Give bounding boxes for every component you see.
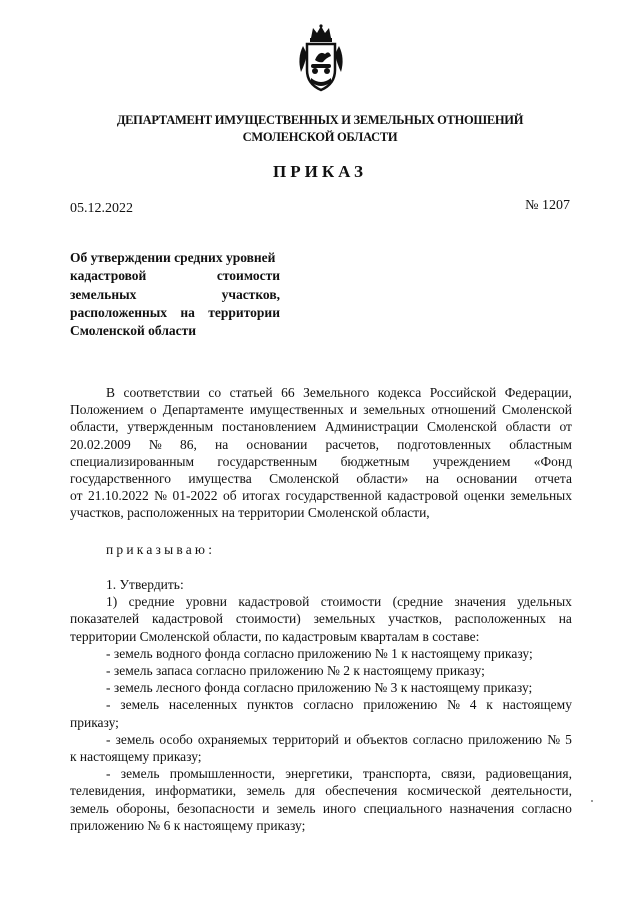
- word: согласно: [303, 697, 354, 713]
- word: №: [447, 697, 460, 713]
- word: области,: [70, 419, 119, 435]
- word: Земельного: [303, 385, 370, 400]
- word: космической: [407, 783, 482, 799]
- justified-line: [70, 401, 572, 418]
- word: стоимости: [216, 268, 280, 284]
- word: кодекса: [377, 385, 422, 400]
- word: 21.10.2022: [87, 488, 149, 504]
- word: 4: [469, 697, 477, 713]
- word: настоящему: [502, 697, 572, 713]
- bullet-protected-areas: [70, 731, 572, 748]
- bullet-water-fund: - земель водного фонда согласно приложению № 1 к настоящему приказу;: [106, 645, 533, 661]
- word: об: [223, 488, 237, 504]
- word: от: [70, 488, 83, 504]
- word: имущественных: [249, 402, 344, 418]
- bullet-settlements: [70, 696, 572, 713]
- word: земель: [276, 800, 316, 816]
- document-type-title: ПРИКАЗ: [273, 162, 367, 181]
- word: Российской: [429, 385, 497, 400]
- word: государственным: [217, 453, 318, 469]
- justified-line: [70, 782, 572, 799]
- justified-line: [70, 800, 572, 817]
- word: -: [106, 697, 111, 713]
- bullet-forest-fund: - земель лесного фонда согласно приложению № 3 к настоящему приказу;: [106, 680, 533, 696]
- word: удельных: [517, 594, 572, 610]
- word: земельных: [70, 286, 137, 302]
- word: Федерации,: [504, 385, 572, 400]
- preamble-lines: [70, 384, 572, 504]
- word: участков,: [388, 611, 442, 627]
- word: обороны,: [116, 800, 170, 816]
- word: Смоленской: [426, 419, 497, 435]
- justified-line: [70, 267, 280, 285]
- word: имущества: [188, 471, 252, 487]
- word: согласно: [412, 731, 464, 747]
- word: Смоленской области: [70, 323, 197, 339]
- justified-line: [70, 593, 572, 610]
- word: соответствии: [123, 385, 200, 400]
- word: средние: [128, 594, 175, 610]
- word: участков,: [221, 286, 280, 302]
- word: 86,: [179, 436, 197, 452]
- word: основании: [456, 471, 518, 487]
- word: кадастровой: [151, 611, 223, 627]
- justified-line: [70, 418, 572, 435]
- word: населенных: [168, 697, 238, 713]
- word: государственной: [285, 488, 382, 504]
- word: информатики,: [155, 783, 237, 799]
- word: пунктов: [246, 697, 294, 713]
- word: В: [106, 385, 116, 400]
- order-items: [70, 576, 572, 834]
- item-1: 1. Утвердить:: [106, 577, 184, 592]
- bullet-reserve-lands: - земель запаса согласно приложению № 2 к настоящему приказу;: [106, 663, 485, 679]
- word: приложению: [363, 697, 438, 713]
- order-word: приказываю:: [106, 542, 216, 557]
- word: Об утверждении средних уровней: [70, 250, 276, 265]
- word: №: [148, 436, 162, 452]
- word: кадастровой: [70, 268, 147, 284]
- word: отчета: [534, 471, 572, 487]
- justified-line: [70, 765, 572, 782]
- word: постановлением: [221, 419, 317, 435]
- word: назначения: [449, 800, 515, 816]
- bullet-settlements-end: приказу;: [70, 714, 119, 730]
- word: Смоленской: [502, 402, 572, 418]
- word: утвержденным: [127, 419, 214, 435]
- justified-line: [70, 436, 572, 453]
- word: основании: [246, 436, 308, 452]
- word: 20.02.2009: [70, 436, 131, 452]
- document-subject: [70, 249, 280, 340]
- word: №: [154, 488, 168, 504]
- word: деятельности,: [491, 783, 572, 799]
- word: Департаменте: [162, 402, 244, 418]
- justified-line: [70, 470, 572, 487]
- word: иного: [322, 800, 357, 816]
- word: показателей: [70, 611, 140, 627]
- word: 5: [565, 731, 572, 747]
- bullet-industry-last-line: приложению № 6 к настоящему приказу;: [70, 817, 306, 833]
- word: стоимости: [320, 594, 382, 610]
- word: территорий: [272, 731, 339, 747]
- word: Смоленской: [269, 471, 340, 487]
- document-number: № 1207: [525, 198, 570, 213]
- word: и: [349, 402, 358, 418]
- word: специализированным: [70, 453, 195, 469]
- word: расчетов,: [325, 436, 379, 452]
- word: особо: [159, 731, 193, 747]
- word: и: [343, 731, 352, 747]
- word: земель: [115, 731, 155, 747]
- preamble-paragraph: [70, 384, 572, 522]
- word: земельных: [313, 611, 376, 627]
- word: транспорта,: [362, 766, 431, 782]
- word: энергетики,: [285, 766, 353, 782]
- word: кадастровой: [238, 594, 310, 610]
- department-name-line2: СМОЛЕНСКОЙ ОБЛАСТИ: [242, 130, 398, 144]
- justified-line: [70, 487, 572, 504]
- word: земель: [246, 783, 286, 799]
- word: от: [559, 419, 572, 435]
- bullet-protected-areas-end: к настоящему приказу;: [70, 749, 202, 765]
- word: на: [180, 304, 195, 320]
- word: расположенных: [70, 304, 168, 320]
- word: статьей: [229, 385, 273, 400]
- word: безопасности: [177, 800, 255, 816]
- word: стоимости): [235, 611, 301, 627]
- word: для: [295, 783, 316, 799]
- word: на: [215, 436, 229, 452]
- justified-line: [70, 384, 572, 401]
- word: области: [505, 419, 551, 435]
- word: охраняемых: [197, 731, 268, 747]
- word: областным: [509, 436, 572, 452]
- word: 01-2022: [172, 488, 218, 504]
- word: учреждением: [432, 453, 511, 469]
- word: промышленности,: [169, 766, 275, 782]
- word: приложению: [468, 731, 543, 747]
- word: подготовленных: [397, 436, 492, 452]
- word: отношений: [431, 402, 496, 418]
- word: оценки: [463, 488, 505, 504]
- word: обеспечения: [325, 783, 398, 799]
- word: расположенных: [454, 611, 546, 627]
- word: 1): [106, 594, 118, 610]
- word: области»: [356, 471, 409, 487]
- word: Администрации: [324, 419, 419, 435]
- justified-line: [70, 304, 280, 322]
- word: со: [208, 385, 222, 400]
- word: к: [486, 697, 493, 713]
- justified-line: [70, 453, 572, 470]
- word: №: [547, 731, 561, 747]
- document-date: 05.12.2022: [70, 201, 133, 216]
- word: -: [106, 766, 111, 782]
- word: связи,: [441, 766, 476, 782]
- word: о: [149, 402, 157, 418]
- text-line: [70, 322, 280, 340]
- word: согласно: [521, 800, 572, 816]
- justified-line: [70, 610, 572, 627]
- word: значения: [454, 594, 506, 610]
- word: уровни: [185, 594, 227, 610]
- scan-speck: [591, 800, 593, 802]
- word: и: [262, 800, 270, 816]
- item-1-1-last-line: территории Смоленской области, по кадастровым кварталам в составе:: [70, 628, 480, 644]
- word: «Фонд: [533, 453, 572, 469]
- coat-of-arms-icon: [293, 24, 349, 96]
- word: -: [106, 731, 111, 747]
- word: на: [558, 611, 572, 627]
- word: земельных: [363, 402, 426, 418]
- word: объектов: [356, 731, 408, 747]
- word: (средние: [392, 594, 443, 610]
- word: радиовещания,: [485, 766, 572, 782]
- word: земель: [120, 766, 160, 782]
- department-name-line1: ДЕПАРТАМЕНТ ИМУЩЕСТВЕННЫХ И ЗЕМЕЛЬНЫХ ОТНОШЕНИЙ: [116, 113, 524, 127]
- word: кадастровой: [387, 488, 459, 504]
- word: 66: [281, 385, 295, 400]
- justified-line: [70, 286, 280, 304]
- word: бюджетным: [340, 453, 410, 469]
- text-line: [70, 249, 280, 267]
- word: телевидения,: [70, 783, 146, 799]
- word: земельных: [510, 488, 572, 504]
- word: государственного: [70, 471, 171, 487]
- bullet-industry-lines: [70, 765, 572, 817]
- word: специального: [363, 800, 443, 816]
- word: земель: [120, 697, 160, 713]
- word: территории: [208, 304, 280, 320]
- word: итогах: [242, 488, 281, 504]
- word: земель: [70, 800, 109, 816]
- preamble-last-line: участков, расположенных на территории Смоленской области,: [70, 505, 430, 521]
- item-1-1-lines: [70, 593, 572, 627]
- word: на: [425, 471, 439, 487]
- word: Положением: [70, 402, 144, 418]
